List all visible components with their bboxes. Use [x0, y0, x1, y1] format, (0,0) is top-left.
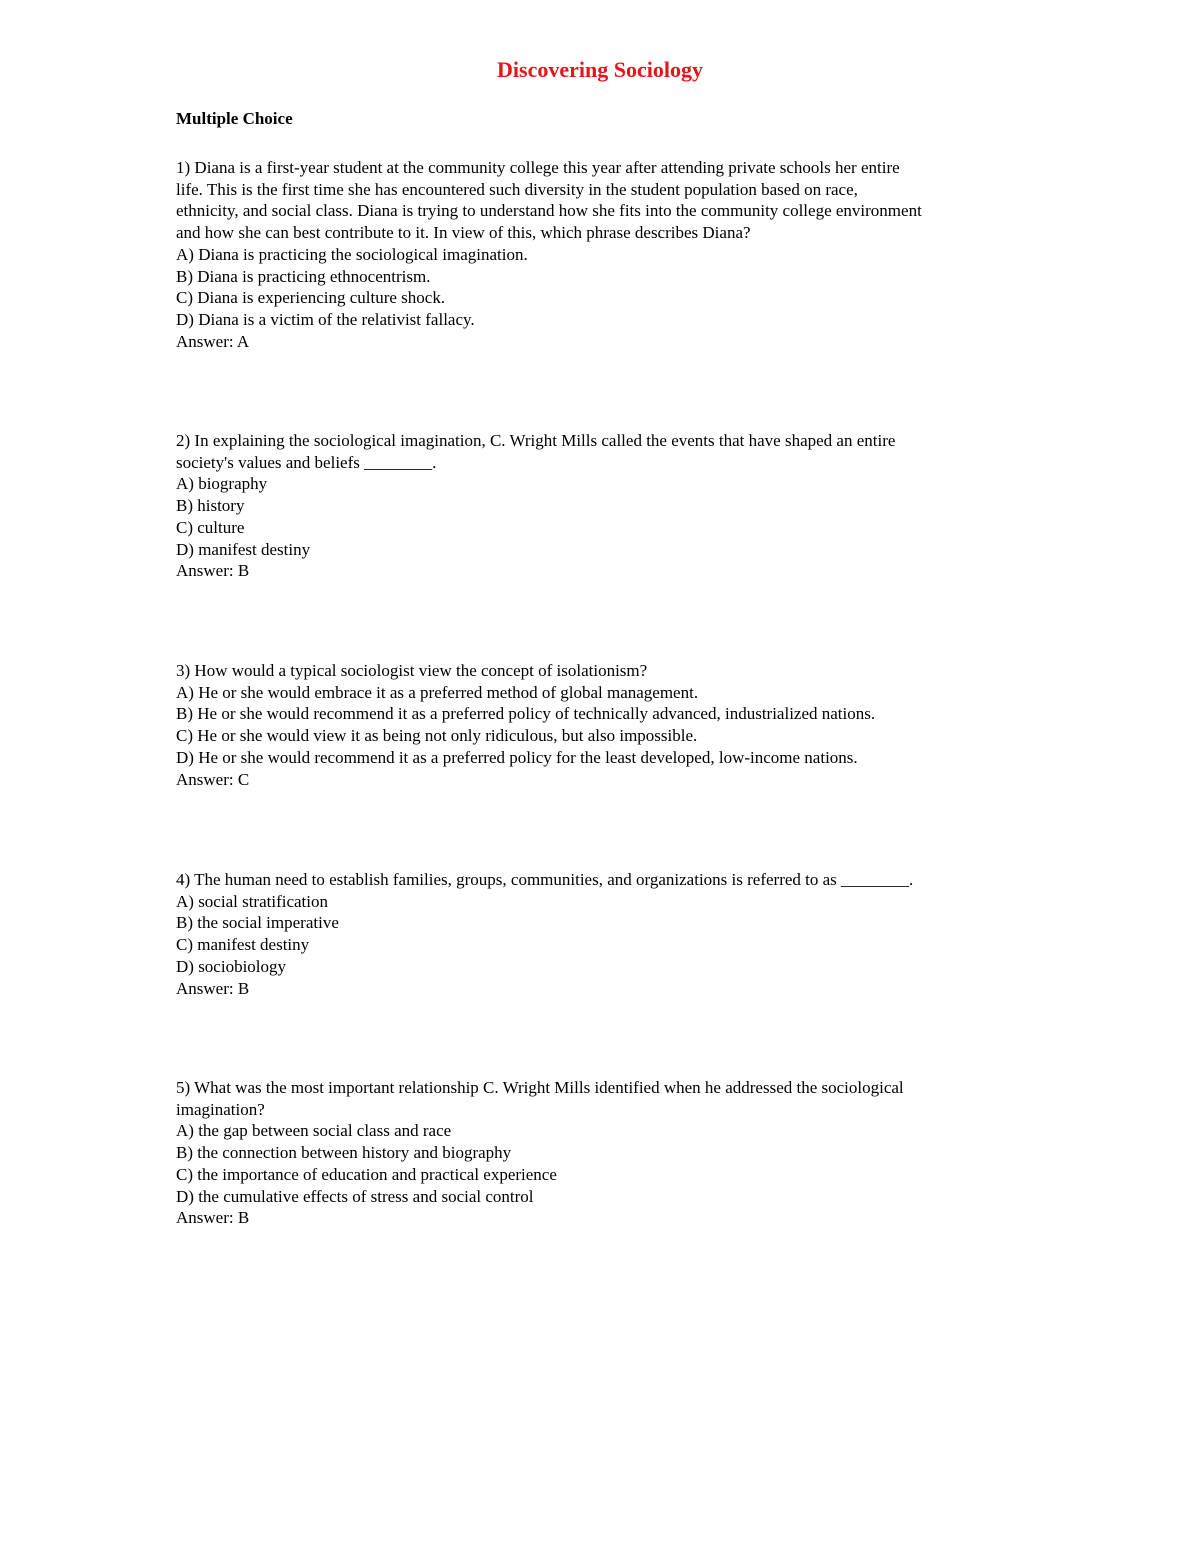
question-1: [176, 157, 1036, 352]
question-stem-line: life. This is the first time she has encountered such diversity in the student population based on race,: [176, 179, 858, 199]
question-stem-line: 2) In explaining the sociological imagination, C. Wright Mills called the events that have shaped an entire: [176, 431, 896, 450]
answer-option: A) biography: [176, 474, 268, 494]
answer-option: C) manifest destiny: [176, 935, 310, 955]
answer-option: B) the social imperative: [176, 913, 339, 933]
question-stem-line: 3) How would a typical sociologist view the concept of isolationism?: [176, 661, 648, 680]
answer-key: Answer: A: [176, 331, 250, 351]
answer-option: B) history: [176, 496, 245, 516]
question-stem-line: imagination?: [176, 1099, 265, 1119]
question-stem-line: 1) Diana is a first-year student at the community college this year after attending private schools her entire: [176, 158, 900, 177]
question-4: [176, 869, 1036, 999]
question-stem-line: society's values and beliefs ________.: [176, 452, 437, 472]
question-stem-line: 4) The human need to establish families, groups, communities, and organizations is referred to as ________.: [176, 870, 914, 889]
question-stem-line: 5) What was the most important relationship C. Wright Mills identified when he addressed the sociological: [176, 1078, 904, 1097]
question-3: [176, 660, 1036, 790]
question-stem-line: and how she can best contribute to it. In view of this, which phrase describes Diana?: [176, 223, 751, 243]
answer-key: Answer: B: [176, 978, 250, 998]
answer-option: C) Diana is experiencing culture shock.: [176, 288, 446, 308]
answer-option: A) Diana is practicing the sociological imagination.: [176, 244, 528, 264]
answer-key: Answer: B: [176, 561, 250, 581]
answer-option: A) He or she would embrace it as a preferred method of global management.: [176, 682, 699, 702]
answer-option: B) He or she would recommend it as a preferred policy of technically advanced, industrialized nations.: [176, 704, 876, 724]
answer-option: D) the cumulative effects of stress and social control: [176, 1186, 534, 1206]
answer-option: C) He or she would view it as being not only ridiculous, but also impossible.: [176, 726, 698, 746]
section-heading: Multiple Choice: [176, 109, 293, 128]
answer-option: D) sociobiology: [176, 956, 287, 976]
answer-option: A) the gap between social class and race: [176, 1121, 452, 1141]
answer-option: D) manifest destiny: [176, 539, 311, 559]
document-title: Discovering Sociology: [497, 57, 703, 82]
answer-option: C) culture: [176, 517, 245, 537]
answer-option: A) social stratification: [176, 891, 329, 911]
answer-key: Answer: B: [176, 1208, 250, 1228]
question-2: [176, 430, 1036, 582]
question-stem-line: ethnicity, and social class. Diana is trying to understand how she fits into the community college environment: [176, 201, 922, 221]
answer-option: B) Diana is practicing ethnocentrism.: [176, 266, 431, 286]
answer-key: Answer: C: [176, 769, 250, 789]
answer-option: D) He or she would recommend it as a preferred policy for the least developed, low-income nations.: [176, 747, 858, 767]
answer-option: C) the importance of education and practical experience: [176, 1164, 557, 1184]
question-5: [176, 1077, 1036, 1229]
answer-option: B) the connection between history and biography: [176, 1143, 512, 1163]
answer-option: D) Diana is a victim of the relativist fallacy.: [176, 309, 475, 329]
